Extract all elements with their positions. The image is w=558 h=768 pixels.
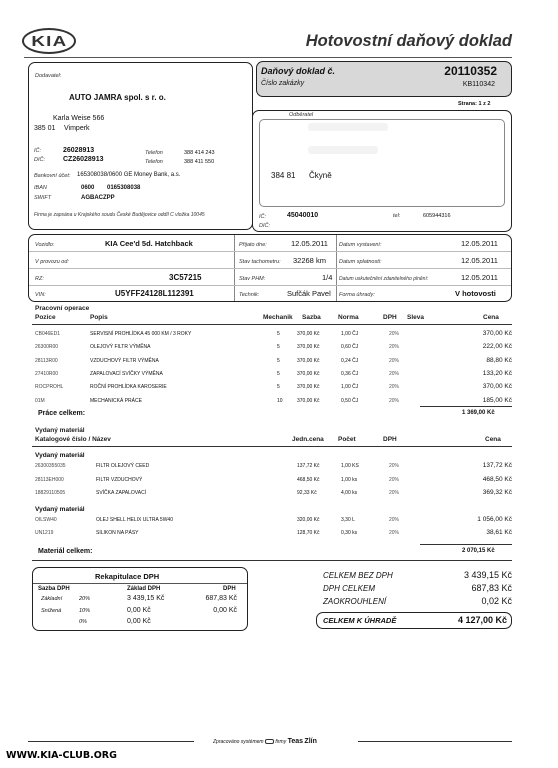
supplier-bank: 165308038/0600 GE Money Bank, a.s.	[77, 172, 181, 178]
customer-zip: 384 81	[271, 171, 296, 180]
invoice-label: Daňový doklad č.	[261, 66, 336, 76]
supplier-ic-label: IČ:	[34, 148, 42, 154]
customer-redacted-street	[308, 146, 378, 154]
work-row-price: 222,00 Kč	[482, 343, 512, 351]
technician-label: Technik:	[239, 292, 260, 298]
vehicle-vin: U5YFF24128L112391	[115, 289, 194, 298]
taxable-date-label: Datum uskutečnění zdanitelného plnění:	[339, 276, 429, 282]
work-col-price: Cena	[483, 314, 499, 321]
due-date: 12.05.2011	[461, 256, 498, 265]
customer-redacted-name	[308, 123, 388, 131]
work-row-vat: 20%	[389, 397, 400, 404]
footer-system-icon	[265, 739, 274, 744]
work-col-norm: Norma	[338, 314, 359, 321]
material-row-qty: 0,30 ks	[341, 530, 358, 536]
work-total: 1 369,00 Kč	[462, 410, 495, 416]
work-col-discount: Sleva	[407, 314, 424, 321]
work-row-rate: 370,00 Kč	[297, 370, 320, 377]
vat-row-base: 3 439,15 Kč	[127, 595, 165, 602]
material-row-vat: 20%	[389, 516, 400, 523]
odometer-label: Stav tachometru:	[239, 259, 281, 265]
supplier-dic-label: DIČ:	[34, 157, 45, 163]
material-col-vat: DPH	[383, 436, 397, 443]
order-number: KB110342	[462, 81, 495, 88]
material-row-price: 38,61 Kč	[486, 529, 512, 536]
vat-row-base: 0,00 Kč	[127, 606, 151, 614]
customer-city: Čkyně	[309, 171, 332, 180]
material-row-qty: 1,00 KS	[341, 463, 359, 469]
customer-dic-label: DIČ:	[259, 223, 270, 229]
supplier-city: Vimperk	[64, 125, 90, 132]
work-row-position: 01M	[35, 397, 45, 404]
total-vat: 687,83 Kč	[471, 583, 512, 593]
work-col-mechanic: Mechanik	[263, 314, 293, 321]
work-row-position: 26300R00	[35, 344, 59, 351]
work-col-rate: Sazba	[302, 314, 321, 321]
material-row-unit-price: 468,50 Kč	[297, 476, 320, 483]
customer-ic: 45040010	[287, 212, 319, 219]
material-row-price: 468,50 Kč	[482, 475, 512, 483]
customer-box	[252, 110, 512, 232]
work-row-description: SERVISNÍ PROHLÍDKA 45 000 KM / 3 ROKY	[90, 331, 192, 337]
work-row-description: OLEJOVÝ FILTR VÝMĚNA	[90, 344, 151, 351]
customer-label: Odběratel	[289, 112, 314, 118]
customer-ic-label: IČ:	[259, 214, 267, 220]
vehicle-rule-1	[29, 251, 511, 252]
issued-date: 12.05.2011	[461, 239, 498, 248]
material-row-name: FILTR OLEJOVÝ CEED	[96, 463, 150, 469]
customer-tel: 605944316	[423, 213, 451, 219]
vat-row-vat: 0,00 Kč	[213, 606, 237, 614]
rounding: 0,02 Kč	[481, 596, 512, 606]
material-group-title: Vydaný materiál	[35, 505, 85, 513]
work-row-vat: 20%	[389, 331, 400, 337]
work-row-norm: 1,00 ČJ	[341, 331, 359, 337]
kia-logo-text: KIA	[30, 32, 68, 50]
work-row-position: ROCPROHL	[35, 384, 64, 391]
fuel-label: Stav PHM:	[239, 276, 266, 282]
supplier-iban-label: IBAN	[34, 185, 47, 191]
work-row-vat: 20%	[389, 384, 400, 391]
material-row-code: 28113EH000	[35, 476, 64, 483]
vat-summary-title-rule	[33, 583, 247, 584]
material-row-price: 369,32 Kč	[482, 489, 512, 496]
material-row-unit-price: 128,70 Kč	[297, 530, 320, 536]
work-row-norm: 0,36 ČJ	[341, 370, 359, 377]
work-col-description: Popis	[90, 314, 108, 321]
vat-summary-title: Rekapitulace DPH	[95, 572, 160, 581]
work-row-price: 133,20 Kč	[482, 369, 512, 377]
vat-row-vat: 687,83 Kč	[205, 595, 237, 602]
work-row-description: ZAPALOVACÍ SVÍČKY VÝMĚNA	[90, 370, 163, 377]
supplier-registry: Firma je zapsána u Krajského soudu České Budějovice oddíl C vložka 10045	[34, 212, 205, 218]
total-due-label: CELKEM K ÚHRADĚ	[323, 616, 397, 625]
work-row-vat: 20%	[389, 370, 400, 377]
material-row-vat: 20%	[389, 476, 400, 483]
work-total-label: Práce celkem:	[38, 410, 86, 417]
vat-col-vat: DPH	[223, 586, 236, 592]
material-row-unit-price: 320,00 Kč	[297, 516, 320, 523]
supplier-tel: 388 414 243	[184, 150, 215, 156]
footer-processed-text: Zpracováno systémem	[213, 739, 264, 745]
supplier-label: Dodavatel:	[35, 73, 62, 79]
vat-row-rate: 10%	[79, 607, 91, 614]
received-date: 12.05.2011	[291, 239, 328, 248]
customer-inner-frame	[259, 119, 505, 207]
material-group-title: Vydaný materiál	[35, 452, 85, 459]
work-row-description: VZDUCHOVÝ FILTR VÝMĚNA	[90, 357, 159, 364]
material-row-code: 26300355035	[35, 463, 66, 469]
work-row-rate: 370,00 Kč	[297, 344, 320, 351]
work-row-vat: 20%	[389, 357, 400, 364]
vehicle-since-label: V provozu od:	[35, 259, 69, 265]
supplier-tel2: 388 411 550	[184, 159, 215, 165]
vehicle-rule-2	[29, 268, 511, 269]
work-row-position: 27410R00	[35, 370, 59, 377]
material-row-qty: 1,00 ks	[341, 476, 358, 483]
material-row-name: SVÍČKA ZAPALOVACÍ	[96, 490, 147, 496]
supplier-dic: CZ26028913	[63, 156, 104, 163]
material-row-vat: 20%	[389, 490, 400, 496]
order-label: Číslo zakázky	[261, 80, 305, 87]
footer-rule-right	[358, 741, 512, 742]
supplier-street: Karla Weise 566	[53, 115, 105, 122]
total-vat-label: DPH CELKEM	[323, 584, 376, 593]
material-row-price: 1 056,00 Kč	[477, 515, 512, 523]
work-row-mechanic: 5	[277, 357, 280, 364]
supplier-swift: AGBACZPP	[81, 195, 115, 201]
total-excl-vat-label: CELKEM BEZ DPH	[323, 571, 393, 580]
invoice-number-box	[256, 61, 512, 97]
vehicle-box	[28, 234, 512, 302]
material-row-code: UN1219	[35, 530, 54, 536]
material-row-price: 137,72 Kč	[482, 462, 512, 469]
material-col-qty: Počet	[338, 436, 356, 443]
work-row-mechanic: 5	[277, 344, 280, 351]
watermark: WWW.KIA-CLUB.ORG	[6, 750, 117, 761]
footer-city: Zlín	[304, 738, 317, 745]
material-total: 2 070,15 Kč	[462, 548, 495, 554]
work-row-position: 28113R00	[35, 357, 58, 364]
taxable-date: 12.05.2011	[461, 273, 498, 282]
vat-row-name: Základní	[41, 596, 63, 602]
supplier-iban-b: 0165308038	[107, 185, 141, 191]
supplier-bank-label: Bankovní účet:	[34, 173, 71, 179]
footer-system-text: firmy	[275, 739, 287, 745]
odometer: 32268 km	[293, 256, 326, 265]
material-col-price: Cena	[485, 436, 501, 443]
material-total-rule	[420, 544, 512, 545]
material-header-rule	[32, 446, 512, 447]
vat-row-base: 0,00 Kč	[127, 618, 151, 625]
work-row-price: 88,80 Kč	[486, 356, 512, 364]
vehicle-rule-3	[29, 285, 511, 286]
work-row-norm: 0,60 ČJ	[341, 344, 359, 351]
work-row-rate: 370,00 Kč	[297, 384, 320, 391]
material-row-qty: 3,30 L	[341, 516, 355, 523]
fuel: 1/4	[322, 273, 333, 282]
supplier-iban-a: 0600	[81, 185, 95, 191]
material-row-name: FILTR VZDUCHOVÝ	[96, 476, 143, 483]
work-section-title: Pracovní operace	[35, 305, 90, 312]
issued-label: Datum vystavení:	[339, 242, 382, 248]
supplier-box	[28, 62, 253, 230]
due-label: Datum splatnosti:	[339, 259, 382, 265]
work-col-position: Pozice	[35, 314, 56, 321]
material-row-name: SILIKON NA PÁSY	[96, 530, 139, 536]
work-row-mechanic: 10	[277, 397, 283, 404]
work-row-norm: 1,00 ČJ	[341, 384, 359, 391]
vat-row-rate: 0%	[79, 619, 87, 625]
material-row-code: OILSW40	[35, 516, 57, 523]
work-row-rate: 370,00 Kč	[297, 397, 320, 404]
footer-brand: Teas	[287, 738, 304, 745]
total-due-box	[316, 612, 512, 629]
material-col-unit: Jedn.cena	[292, 436, 324, 443]
rounding-label: ZAOKROUHLENÍ	[323, 597, 387, 606]
work-header-rule	[32, 324, 512, 325]
footer-rule-left	[28, 741, 194, 742]
vehicle-plate-label: RZ:	[35, 276, 44, 282]
vehicle-model: KIA Cee'd 5d. Hatchback	[105, 239, 193, 248]
header-rule	[24, 57, 512, 58]
work-row-norm: 0,50 ČJ	[341, 397, 359, 404]
work-row-description: ROČNÍ PROHLÍDKA KAROSERIE	[90, 384, 167, 391]
supplier-zip: 385 01	[34, 125, 56, 132]
kia-logo	[22, 28, 76, 54]
vat-col-base: Základ DPH	[127, 586, 161, 592]
material-row-unit-price: 137,72 Kč	[297, 463, 320, 469]
technician: Sufčák Pavel	[287, 289, 331, 298]
vehicle-model-label: Vozidlo:	[35, 242, 55, 248]
material-total-label: Materiál celkem:	[38, 548, 93, 555]
supplier-ic: 26028913	[63, 147, 95, 154]
work-row-rate: 370,00 Kč	[297, 357, 320, 364]
material-bottom-rule	[32, 560, 512, 561]
material-row-vat: 20%	[389, 463, 400, 469]
supplier-swift-label: SWIFT	[34, 195, 52, 201]
work-col-vat: DPH	[383, 314, 397, 321]
vehicle-vin-label: VIN:	[35, 292, 46, 298]
work-row-price: 185,00 Kč	[482, 396, 512, 404]
footer-processed	[213, 738, 317, 745]
customer-tel-label: tel:	[393, 213, 401, 219]
supplier-tel2-label: Telefon	[145, 159, 163, 165]
vat-col-rate: Sazba DPH	[38, 586, 70, 592]
page-label: Strana:	[458, 101, 477, 107]
work-row-position: CB046ED1	[35, 331, 61, 337]
total-due: 4 127,00 Kč	[457, 615, 507, 625]
work-row-mechanic: 5	[277, 370, 280, 377]
material-row-unit-price: 92,33 Kč	[297, 490, 317, 496]
total-excl-vat: 3 439,15 Kč	[463, 570, 512, 580]
work-row-norm: 0,24 ČJ	[341, 357, 359, 364]
page-value: 1 z 2	[478, 101, 491, 107]
work-row-vat: 20%	[389, 344, 400, 351]
received-label: Přijato dne:	[239, 242, 267, 248]
material-row-vat: 20%	[389, 530, 400, 536]
work-row-price: 370,00 Kč	[482, 383, 512, 391]
vehicle-plate: 3C57215	[169, 273, 202, 282]
document-title: Hotovostní daňový doklad	[305, 32, 512, 50]
payment-method: V hotovosti	[455, 289, 496, 298]
invoice-number: 20110352	[444, 64, 497, 78]
material-row-qty: 4,00 ks	[341, 490, 358, 496]
material-row-code: 18829110505	[35, 490, 66, 496]
payment-method-label: Forma úhrady:	[339, 292, 375, 298]
vat-row-rate: 20%	[79, 596, 91, 602]
material-col-name: Katalogové číslo / Název	[35, 436, 111, 443]
vat-summary-box	[32, 567, 248, 631]
work-row-description: MECHANICKÁ PRÁCE	[90, 397, 142, 404]
work-total-rule	[420, 406, 512, 407]
vat-row-name: Snížená	[41, 607, 62, 614]
work-row-price: 370,00 Kč	[482, 330, 512, 337]
supplier-name: AUTO JAMRA spol. s r. o.	[69, 93, 166, 102]
work-row-rate: 370,00 Kč	[297, 331, 320, 337]
material-row-name: OLEJ SHELL HELIX ULTRA 5W40	[96, 516, 173, 523]
material-section-title: Vydaný materiál	[35, 427, 85, 434]
supplier-tel-label: Telefon	[145, 150, 163, 156]
work-row-mechanic: 5	[277, 384, 280, 391]
page-indicator	[458, 101, 490, 107]
work-row-mechanic: 5	[277, 331, 280, 337]
